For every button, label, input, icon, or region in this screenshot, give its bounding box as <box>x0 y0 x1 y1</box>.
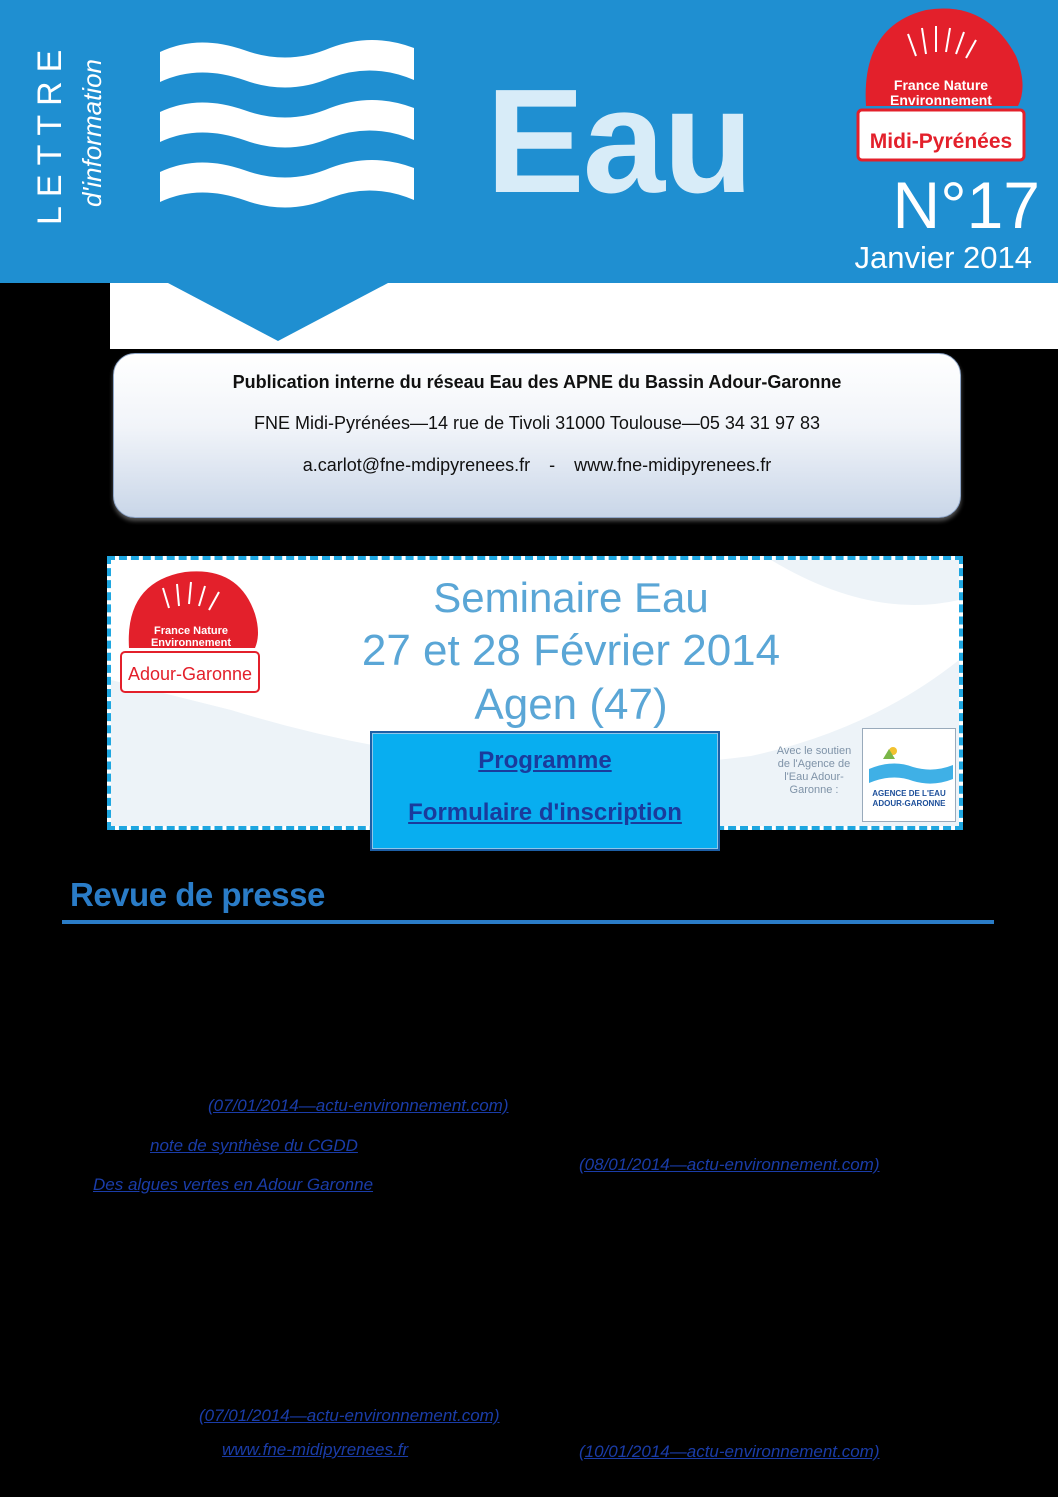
contact-separator: - <box>549 455 556 475</box>
publication-address: FNE Midi-Pyrénées—14 rue de Tivoli 31000 Toulouse—05 34 31 97 83 <box>253 413 820 433</box>
issue-date: Janvier 2014 <box>854 240 1032 275</box>
fne-midi-pyrenees-logo <box>856 6 1026 164</box>
programme-link[interactable]: Programme <box>478 747 612 774</box>
fne-adour-garonne-logo <box>119 568 261 696</box>
svg-text:France Nature: France Nature <box>154 625 228 637</box>
seminar-links-box <box>370 731 720 851</box>
seminar-location: Agen (47) <box>474 680 668 729</box>
newsletter-title: Eau <box>486 59 752 224</box>
contact-website[interactable]: www.fne-midipyrenees.fr <box>574 455 772 475</box>
issue-number: N°17 <box>892 168 1040 242</box>
information-label: d'information <box>77 58 107 208</box>
press-link[interactable]: (07/01/2014—actu-environnement.com) <box>199 1406 500 1425</box>
press-link[interactable]: (07/01/2014—actu-environnement.com) <box>208 1096 509 1115</box>
seminar-title: Seminaire Eau <box>433 574 709 621</box>
header-arrow <box>168 283 388 341</box>
press-link[interactable]: (10/01/2014—actu-environnement.com) <box>579 1442 880 1461</box>
press-link[interactable]: (08/01/2014—actu-environnement.com) <box>579 1155 880 1174</box>
contact-email[interactable]: a.carlot@fne-mdipyrenees.fr <box>302 455 531 475</box>
lettre-label: LETTRE <box>31 40 69 225</box>
section-rule <box>62 920 994 924</box>
publication-contact <box>114 455 960 476</box>
svg-text:Environnement: Environnement <box>890 92 992 108</box>
agency-name: AGENCE DE L'EAU ADOUR-GARONNE <box>872 789 946 808</box>
svg-text:France Nature: France Nature <box>893 77 989 93</box>
seminar-dates: 27 et 28 Février 2014 <box>361 626 781 675</box>
section-title: Revue de presse <box>70 876 325 913</box>
agency-support-note: Avec le soutien de l'Agence de l'Eau Adour-Garonne : <box>776 745 852 796</box>
publication-info-box <box>113 353 961 518</box>
inscription-form-link[interactable]: Formulaire d'inscription <box>408 799 682 826</box>
agence-eau-logo <box>862 728 956 822</box>
svg-text:Midi-Pyrénées: Midi-Pyrénées <box>869 130 1013 153</box>
svg-text:Environnement: Environnement <box>150 637 232 649</box>
press-link[interactable]: Des algues vertes en Adour Garonne <box>93 1175 374 1194</box>
press-link[interactable]: www.fne-midipyrenees.fr <box>222 1440 409 1459</box>
svg-text:Adour-Garonne: Adour-Garonne <box>127 664 253 684</box>
waves-icon <box>158 40 416 230</box>
press-link[interactable]: note de synthèse du CGDD <box>150 1136 358 1155</box>
publication-title: Publication interne du réseau Eau des APNE du Bassin Adour-Garonne <box>232 372 842 392</box>
